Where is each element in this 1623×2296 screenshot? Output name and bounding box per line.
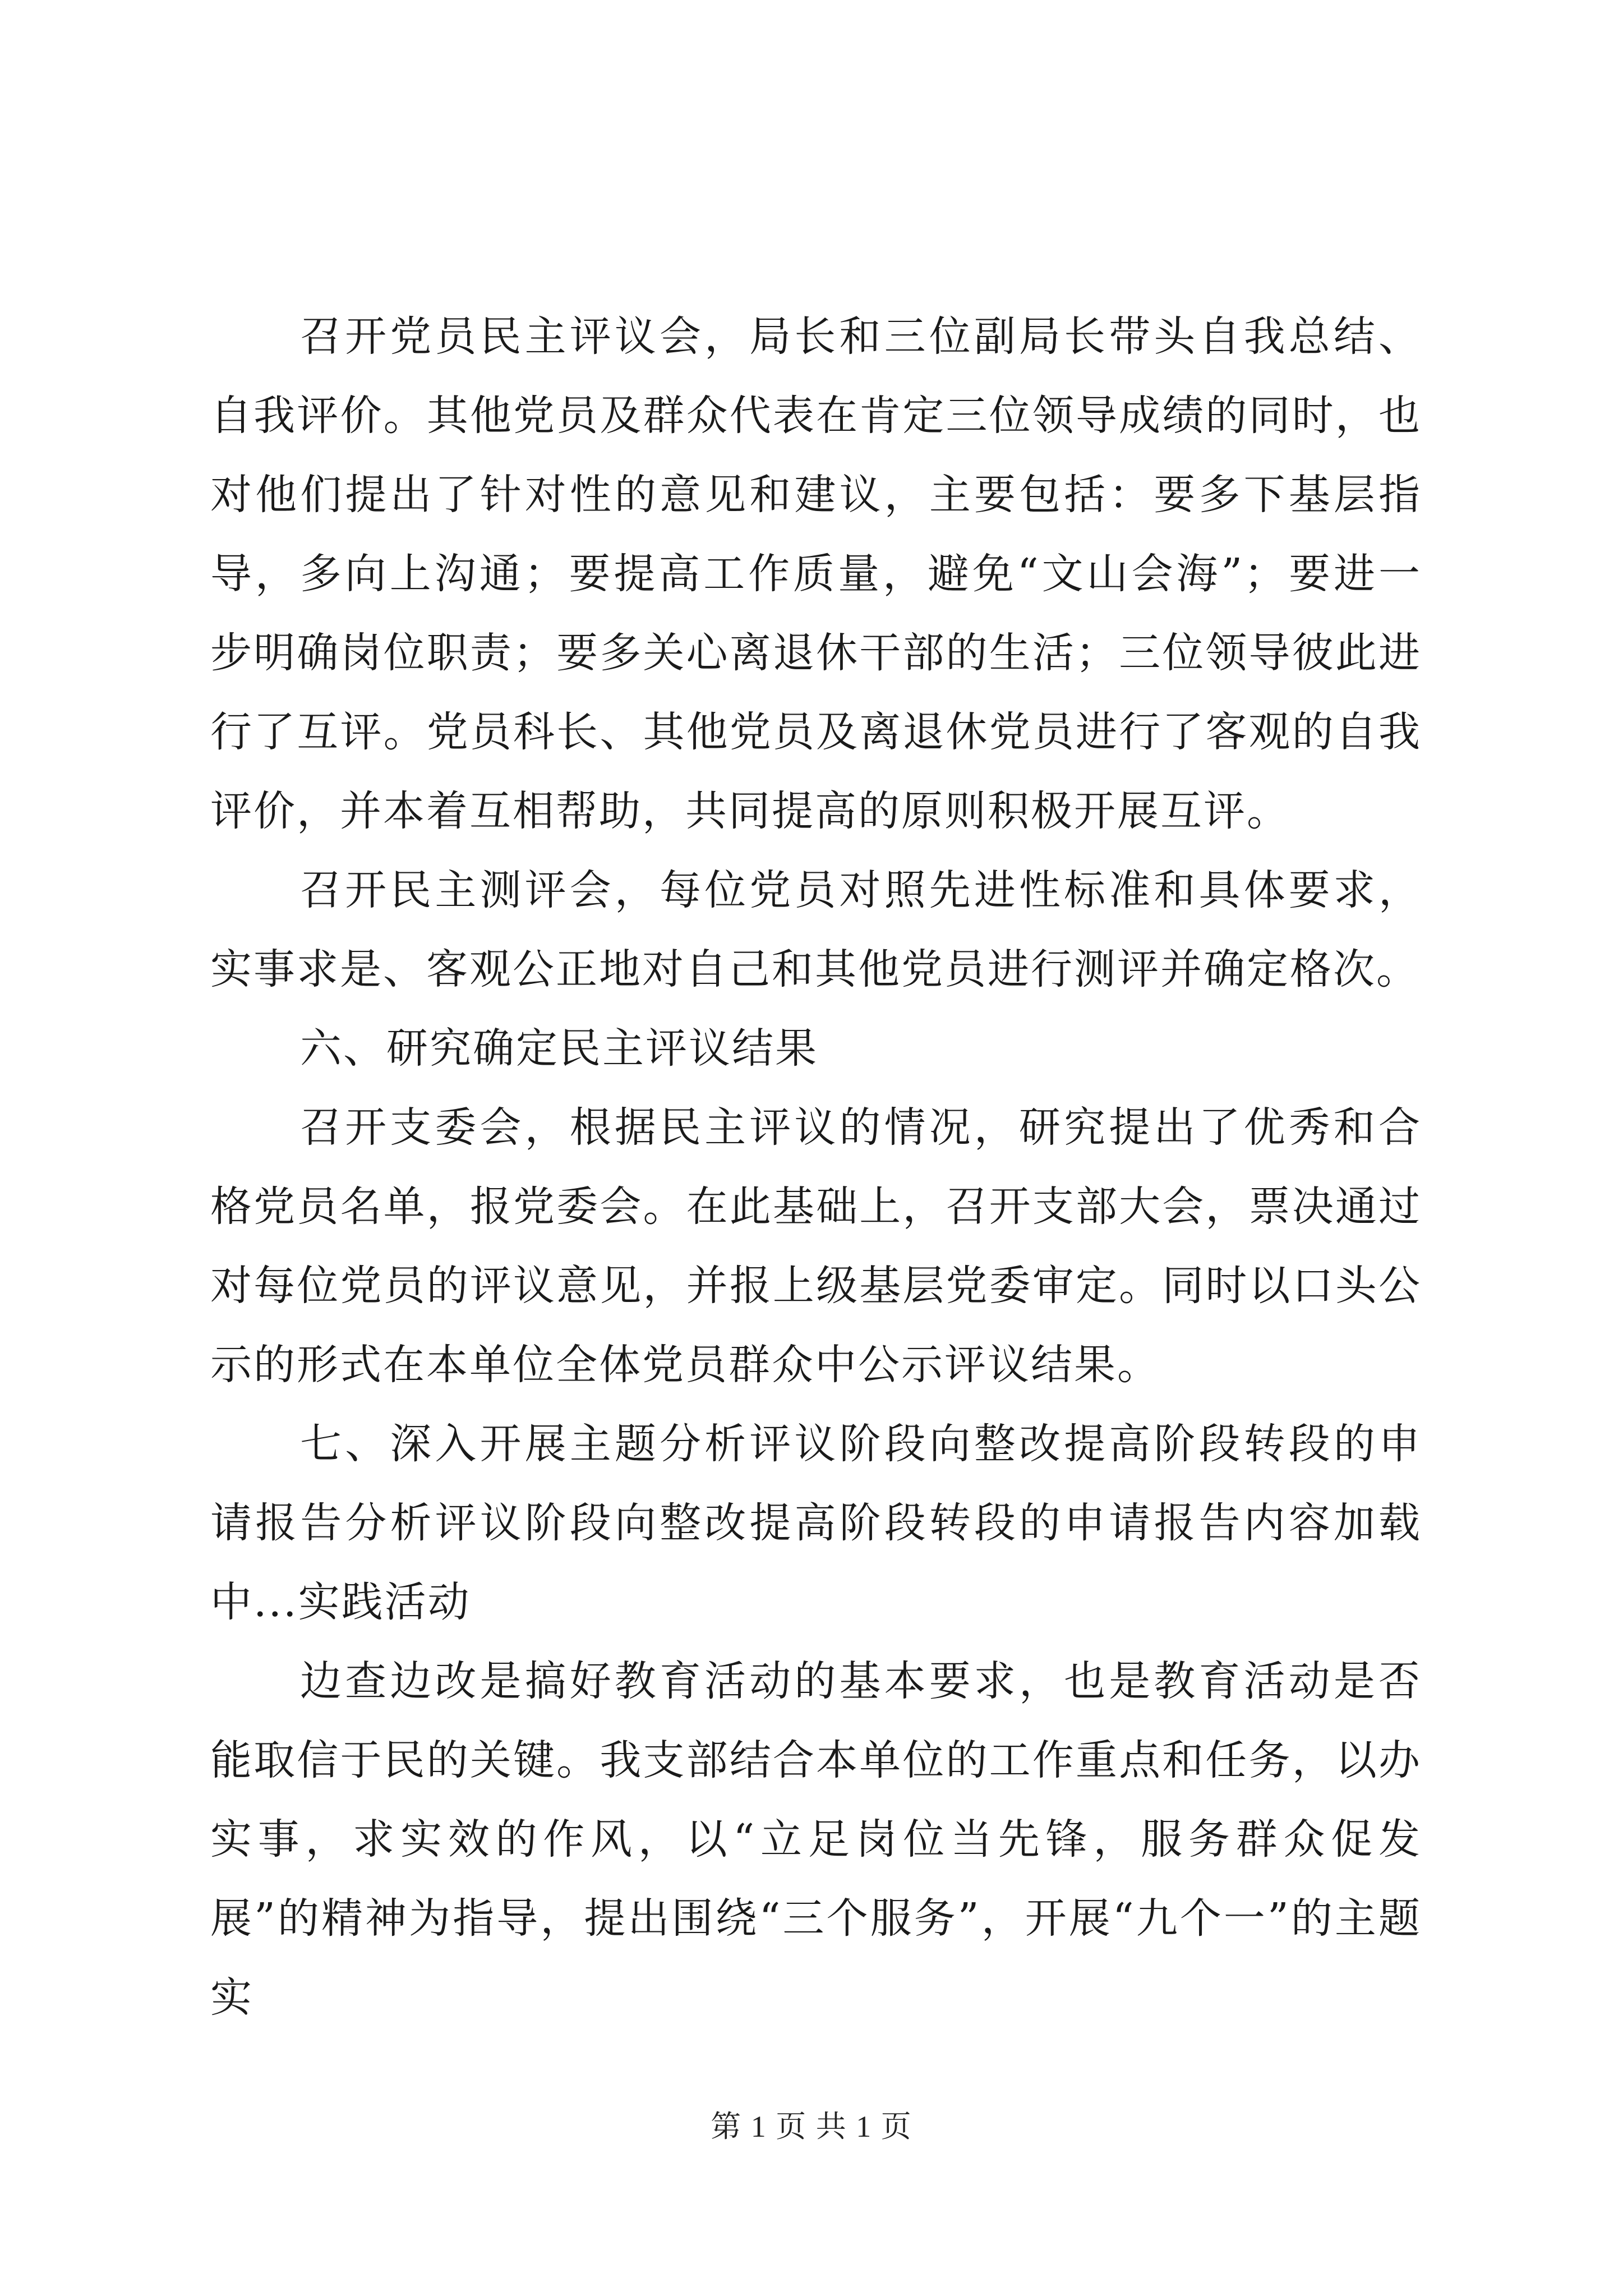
document-body [210,297,1422,2037]
section-heading-six: 六、研究确定民主评议结果 [300,1024,818,1073]
section-heading-seven: 七、深入开展主题分析评议阶段向整改提高阶段转段的申请报告分析评议阶段向整改提高阶段转段的申请报告内容加载中...实践活动 [210,1420,1422,1626]
paragraph-branch-committee-meeting: 召开支委会，根据民主评议的情况，研究提出了优秀和合格党员名单，报党委会。在此基础上，召开支部大会，票决通过对每位党员的评议意见，并报上级基层党委审定。同时以口头公示的形式在本单位全体党员群众中公示评议结果。 [210,1103,1422,1389]
paragraph-democratic-review-meeting: 召开党员民主评议会，局长和三位副局长带头自我总结、自我评价。其他党员及群众代表在肯定三位领导成绩的同时，也对他们提出了针对性的意见和建议，主要包括：要多下基层指导，多向上沟通；要提高工作质量，避免“文山会海”；要进一步明确岗位职责；要多关心离退休干部的生活；三位领导彼此进行了互评。党员科长、其他党员及离退休党员进行了客观的自我评价，并本着互相帮助，共同提高的原则积极开展互评。 [210,312,1422,835]
paragraph-democratic-evaluation-meeting: 召开民主测评会，每位党员对照先进性标准和具体要求，实事求是、客观公正地对自己和其他党员进行测评并确定格次。 [210,866,1422,993]
page-number-footer: 第 1 页 共 1 页 [711,2110,912,2143]
paragraph-rectification: 边查边改是搞好教育活动的基本要求，也是教育活动是否能取信于民的关键。我支部结合本单位的工作重点和任务，以办实事，求实效的作风，以“立足岗位当先锋，服务群众促发展”的精神为指导，提出围绕“三个服务”，开展“九个一”的主题实 [210,1657,1422,2022]
